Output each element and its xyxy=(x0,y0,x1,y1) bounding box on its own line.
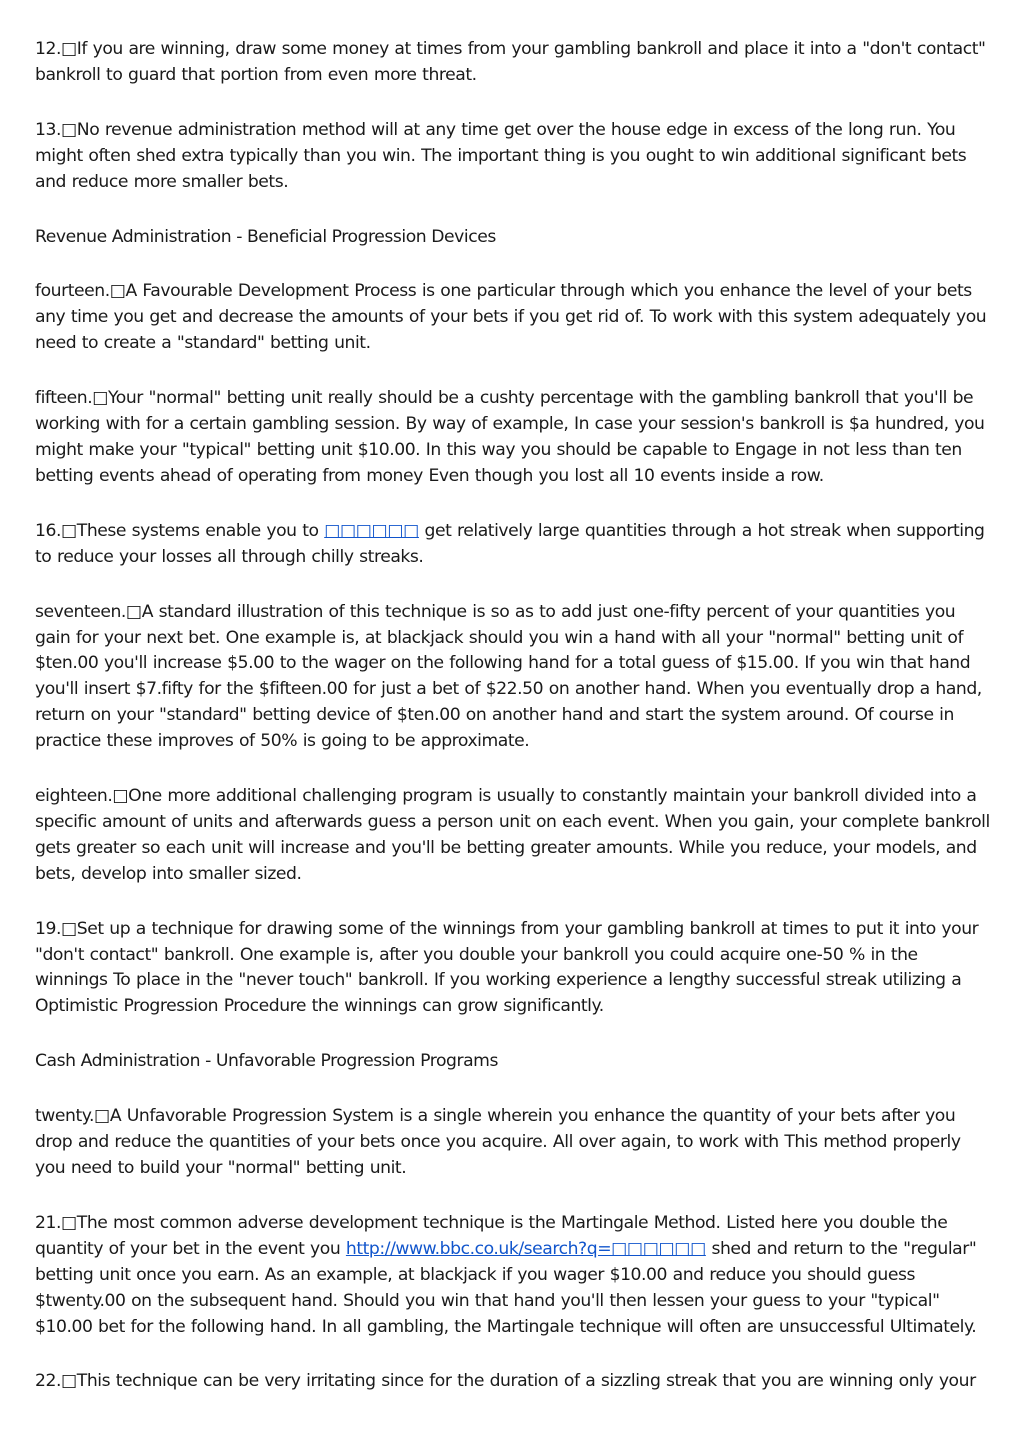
paragraph-text: No revenue administration method will at any time get over the house edge in excess of the long run. You might often shed extra typically than you win. The important thing is you ought to win additional significant bets and reduce more smaller bets. xyxy=(35,119,967,192)
paragraph-text-continued: get relatively large quantities through a hot streak when supporting to reduce your losses all through chilly streaks. xyxy=(35,520,985,567)
section-heading-negative-progression: Cash Administration - Unfavorable Progression Programs xyxy=(35,1051,498,1072)
paragraph-number: twenty.□ xyxy=(35,1106,110,1127)
paragraph-text: Your "normal" betting unit really should be a cushty percentage with the gambling bankroll that you'll be working with for a certain gambling session. By way of example, In case your session's bankroll is $a hundred, you might make your "typical" betting unit $10.00. In this way you should be capable to Engage in not less than ten betting events ahead of operating from money Even though you lost all 10 events inside a row. xyxy=(35,388,985,486)
paragraph-16 xyxy=(35,519,993,571)
inline-link[interactable]: □□□□□□ xyxy=(324,520,419,541)
paragraph-text: A standard illustration of this technique is so as to add just one-fifty percent of your quantities you gain for your next bet. One example is, at blackjack should you win a hand with all your "normal" betting unit of $ten.00 you'll increase $5.00 to the wager on the following hand for a total guess of $15.00. If you win that hand you'll insert $7.fifty for the $fifteen.00 for just a bet of $22.50 on another hand. When you eventually drop a hand, return on your "standard" betting device of $ten.00 on another hand and start the system around. Of course in practice these improves of 50% is going to be approximate. xyxy=(35,601,982,752)
paragraph-number: 12.□ xyxy=(35,39,77,59)
paragraph-number: 16.□ xyxy=(35,520,77,541)
paragraph-text: One more additional challenging program is usually to constantly maintain your bankroll divided into a specific amount of units and afterwards guess a person unit on each event. When you gain, your complete bankroll gets greater so each unit will increase and you'll be betting greater amounts. While you reduce, your models, and bets, develop into smaller sized. xyxy=(35,786,990,884)
paragraph-12 xyxy=(35,37,993,89)
paragraph-number: 22.□ xyxy=(35,1371,77,1392)
paragraph-19 xyxy=(35,917,993,1021)
paragraph-22 xyxy=(35,1369,993,1395)
paragraph-number: eighteen.□ xyxy=(35,786,129,807)
paragraph-text: If you are winning, draw some money at times from your gambling bankroll and place it into a "don't contact" bankroll to guard that portion from even more threat. xyxy=(35,39,986,85)
section-heading-positive-progression: Revenue Administration - Beneficial Progression Devices xyxy=(35,226,496,247)
paragraph-number: 19.□ xyxy=(35,918,77,939)
paragraph-text: This technique can be very irritating since for the duration of a sizzling streak that you are winning only your xyxy=(76,1371,976,1392)
paragraph-text: These systems enable you to xyxy=(76,520,325,541)
paragraph-13 xyxy=(35,118,993,196)
paragraph-18 xyxy=(35,784,993,888)
paragraph-21 xyxy=(35,1211,993,1341)
document-body xyxy=(35,37,993,1424)
paragraph-number: 21.□ xyxy=(35,1212,77,1233)
paragraph-number: seventeen.□ xyxy=(35,601,142,622)
paragraph-text: Set up a technique for drawing some of the winnings from your gambling bankroll at times to put it into your "don't contact" bankroll. One example is, after you double your bankroll you could acquire one-50 % in the winnings To place in the "never touch" bankroll. If you working experience a lengthy successful streak utilizing a Optimistic Progression Procedure the winnings can grow significantly. xyxy=(35,918,979,1017)
paragraph-number: fifteen.□ xyxy=(35,388,109,409)
paragraph-number: fourteen.□ xyxy=(35,281,126,302)
paragraph-20 xyxy=(35,1104,993,1182)
paragraph-text: A Unfavorable Progression System is a single wherein you enhance the quantity of your bets after you drop and reduce the quantities of your bets once you acquire. All over again, to work with This method properly you need to build your "normal" betting unit. xyxy=(35,1106,961,1178)
paragraph-14 xyxy=(35,279,993,357)
inline-link-bbc-search[interactable]: http://www.bbc.co.uk/search?q=□□□□□□ xyxy=(345,1238,706,1259)
paragraph-15 xyxy=(35,386,993,490)
paragraph-17 xyxy=(35,600,993,755)
paragraph-text-continued: shed and return to the "regular" betting unit once you earn. As an example, at blackjack if you wager $10.00 and reduce you should guess $twenty.00 on the subsequent hand. Should you win that hand you'll then lessen your guess to your "typical" $10.00 bet for the following hand. In all gambling, the Martingale technique will often are unsuccessful Ultimately. xyxy=(35,1238,977,1337)
paragraph-text: The most common adverse development technique is the Martingale Method. Listed here you double the quantity of your bet in the event you xyxy=(35,1212,948,1259)
paragraph-text: A Favourable Development Process is one particular through which you enhance the level of your bets any time you get and decrease the amounts of your bets if you get rid of. To work with this system adequately you need to create a "standard" betting unit. xyxy=(35,281,987,354)
paragraph-number: 13.□ xyxy=(35,119,77,140)
